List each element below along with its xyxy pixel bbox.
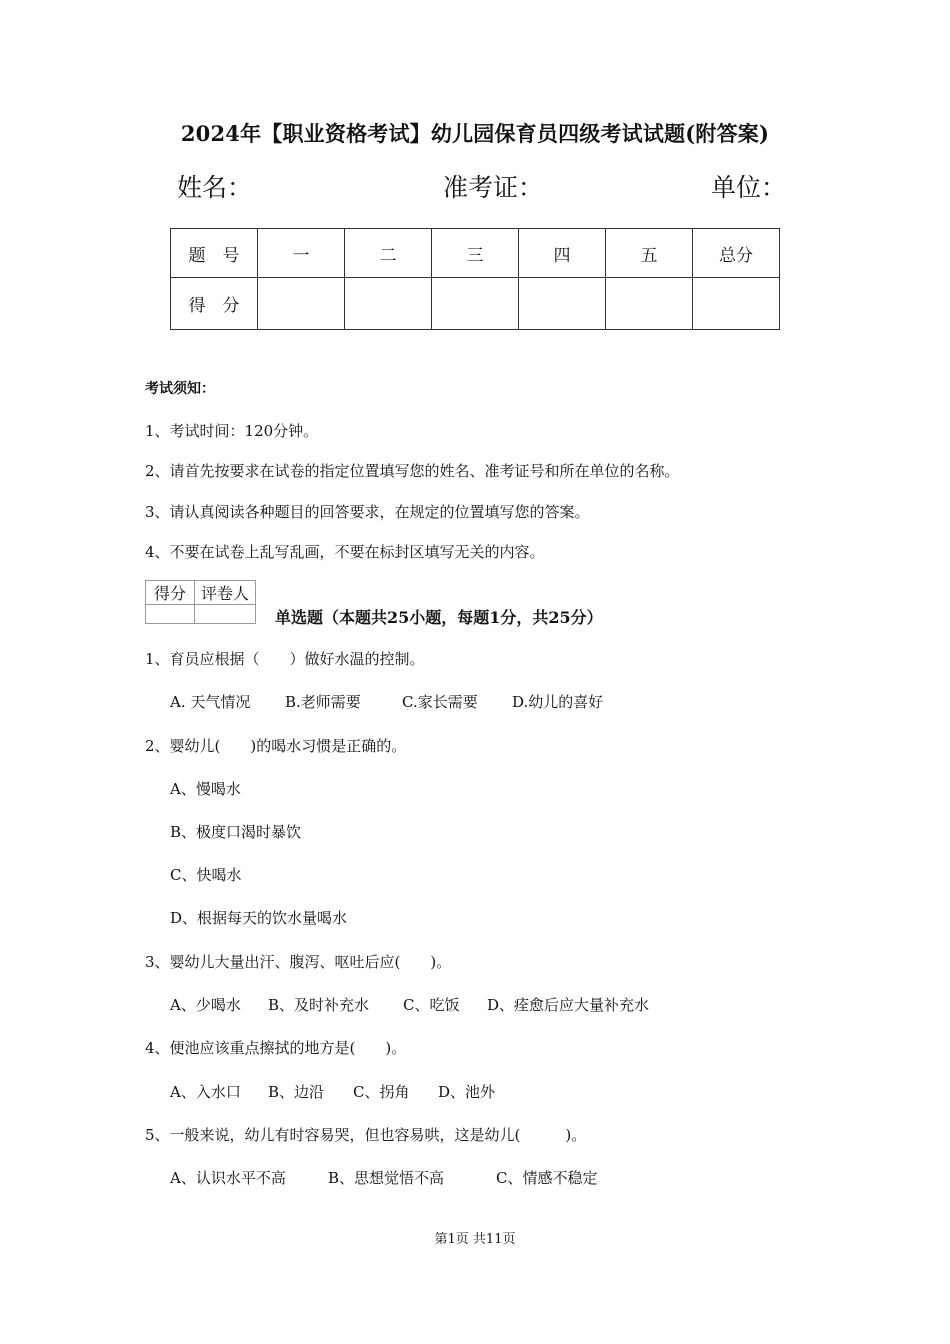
notice-item: 4、不要在试卷上乱写乱画，不要在标封区填写无关的内容。	[145, 543, 545, 561]
option[interactable]: C、拐角	[353, 1083, 410, 1101]
option[interactable]: C、吃饭	[403, 996, 460, 1014]
option[interactable]: C、情感不稳定	[496, 1169, 598, 1187]
score-cell[interactable]	[258, 278, 345, 330]
option[interactable]: B.老师需要	[285, 693, 361, 711]
question-stem: 5、一般来说，幼儿有时容易哭，但也容易哄，这是幼儿( )。	[145, 1126, 587, 1144]
section-title: 单选题（本题共25小题，每题1分，共25分）	[275, 608, 603, 627]
notice-title: 考试须知：	[145, 381, 215, 397]
grader-reviewer-label: 评卷人	[195, 581, 256, 605]
option[interactable]: C.家长需要	[402, 693, 478, 711]
question-stem: 2、婴幼儿( )的喝水习惯是正确的。	[145, 737, 407, 755]
option[interactable]: A、少喝水	[170, 996, 241, 1014]
option[interactable]: A、入水口	[170, 1083, 241, 1101]
option[interactable]: C、快喝水	[170, 866, 242, 884]
option[interactable]: A、慢喝水	[170, 780, 241, 798]
question-options	[170, 691, 603, 712]
score-cell[interactable]	[606, 278, 693, 330]
option[interactable]: A. 天气情况	[170, 693, 251, 711]
question-options	[170, 994, 649, 1015]
exam-number-label: 准考证：	[443, 173, 544, 202]
question-options	[170, 1081, 495, 1102]
score-table-header-row	[171, 229, 780, 278]
question-stem: 1、育员应根据（ ）做好水温的控制。	[145, 650, 425, 668]
grader-reviewer-cell[interactable]	[195, 605, 256, 624]
grader-box	[145, 580, 256, 624]
option[interactable]: A、认识水平不高	[170, 1169, 286, 1187]
unit-label: 单位：	[711, 173, 787, 202]
option[interactable]: D.幼儿的喜好	[512, 693, 604, 711]
option[interactable]: B、极度口渴时暴饮	[170, 823, 302, 841]
score-header-cell: 三	[432, 229, 519, 278]
score-table	[170, 228, 780, 330]
score-header-cell: 总分	[693, 229, 780, 278]
score-table-score-row	[171, 278, 780, 330]
score-row-label: 得 分	[171, 278, 258, 330]
question-stem: 3、婴幼儿大量出汗、腹泻、呕吐后应( )。	[145, 953, 452, 971]
notice-item: 2、请首先按要求在试卷的指定位置填写您的姓名、准考证号和所在单位的名称。	[145, 462, 680, 480]
name-label: 姓名：	[177, 173, 253, 202]
question-stem: 4、便池应该重点擦拭的地方是( )。	[145, 1039, 407, 1057]
option[interactable]: D、根据每天的饮水量喝水	[170, 909, 348, 927]
score-header-cell: 五	[606, 229, 693, 278]
grader-score-cell[interactable]	[146, 605, 195, 624]
page-footer: 第1页 共11页	[434, 1232, 516, 1247]
option[interactable]: B、及时补充水	[268, 996, 370, 1014]
score-cell[interactable]	[519, 278, 606, 330]
score-cell[interactable]	[345, 278, 432, 330]
question-options	[170, 1167, 597, 1188]
notice-item: 3、请认真阅读各种题目的回答要求，在规定的位置填写您的答案。	[145, 503, 590, 521]
score-header-cell: 二	[345, 229, 432, 278]
option[interactable]: D、痊愈后应大量补充水	[487, 996, 650, 1014]
score-cell[interactable]	[432, 278, 519, 330]
grader-score-label: 得分	[146, 581, 195, 605]
document-title: 2024年【职业资格考试】幼儿园保育员四级考试试题(附答案)	[180, 121, 770, 146]
option[interactable]: B、边沿	[268, 1083, 325, 1101]
score-header-cell: 一	[258, 229, 345, 278]
option[interactable]: B、思想觉悟不高	[328, 1169, 445, 1187]
score-cell[interactable]	[693, 278, 780, 330]
option[interactable]: D、池外	[438, 1083, 496, 1101]
notice-item: 1、考试时间：120分钟。	[145, 422, 319, 440]
score-header-cell: 四	[519, 229, 606, 278]
score-header-cell: 题 号	[171, 229, 258, 278]
